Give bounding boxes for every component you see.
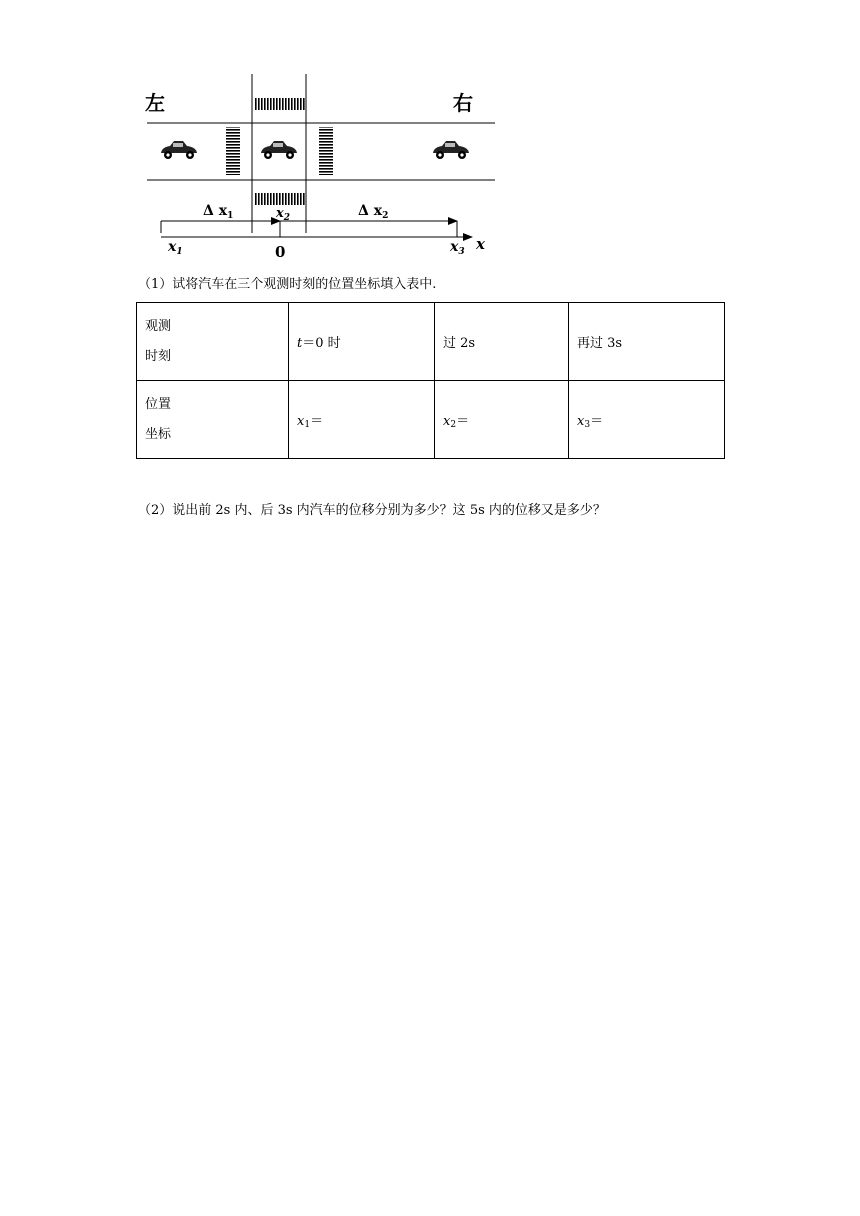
row-header-time: 观测 时刻	[137, 303, 289, 381]
cell-t0: t＝0 时	[289, 303, 435, 381]
x2-label: $x_2$	[276, 206, 291, 223]
observation-table	[136, 302, 725, 459]
x3-label: $x_3$	[450, 239, 465, 257]
table-row-time	[137, 303, 725, 381]
x1-label: $x_1$	[168, 239, 183, 257]
origin-label: 0	[275, 243, 286, 261]
delta-x1-label: Δ $x_1$	[203, 203, 234, 221]
car-icon-right	[433, 141, 469, 159]
cell-x3[interactable]: $x_3=$	[569, 381, 725, 459]
question-1: （1）试将汽车在三个观测时刻的位置坐标填入表中.	[138, 277, 437, 292]
left-label: 左	[145, 91, 165, 115]
road-diagram	[0, 0, 860, 270]
cell-x2[interactable]: $x_2=$	[435, 381, 569, 459]
question-2: （2）说出前 2s 内、后 3s 内汽车的位移分别为多少？这 5s 内的位移又是多少？	[138, 503, 606, 518]
delta-x2-label: Δ $x_2$	[358, 203, 389, 221]
right-label: 右	[453, 91, 473, 115]
car-icon-left	[161, 141, 197, 159]
displacement-arrows	[161, 221, 457, 237]
cell-x1[interactable]: $x_1=$	[289, 381, 435, 459]
cell-after-2s: 过 2s	[435, 303, 569, 381]
car-icon-middle	[261, 141, 297, 159]
row-header-position: 位置 坐标	[137, 381, 289, 459]
table-row-position	[137, 381, 725, 459]
axis-label: x	[476, 235, 485, 253]
cell-after-3s: 再过 3s	[569, 303, 725, 381]
